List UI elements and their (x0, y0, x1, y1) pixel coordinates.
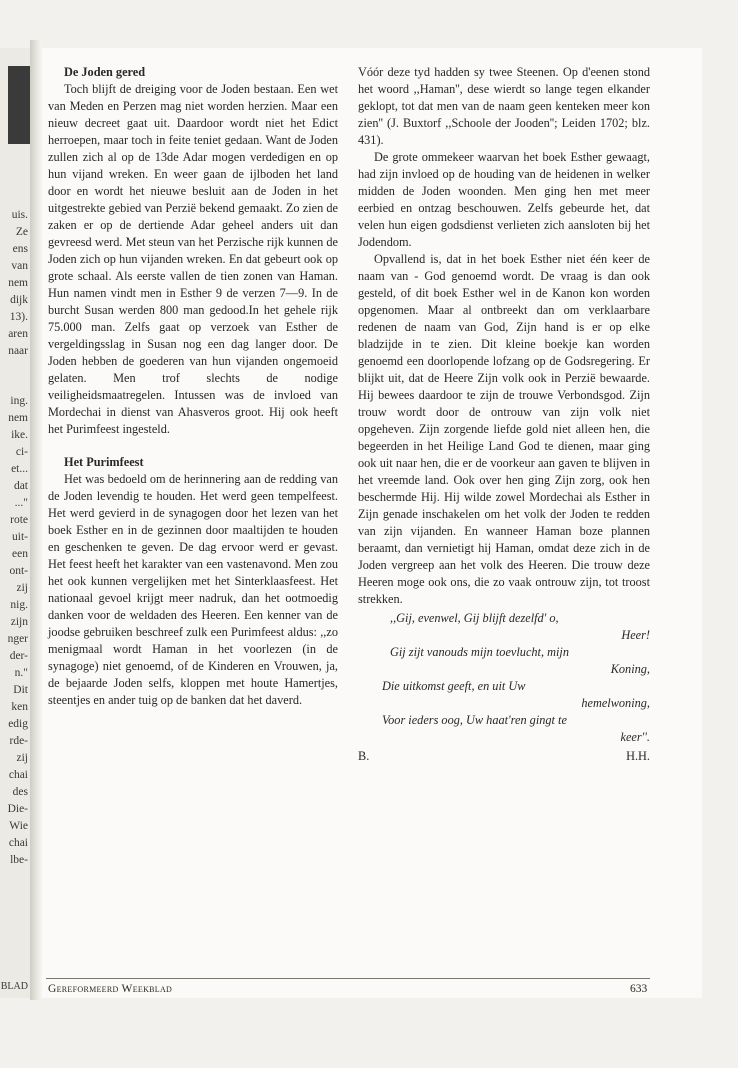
previous-page-text-fragment: zij (16, 752, 28, 764)
signature-row (358, 748, 650, 765)
paragraph: Opvallend is, dat in het boek Esther niet één keer de naam van - God genoemd wordt. De vraag is dan ook gesteld, of dit boek Esther wel in de Kanon kon worden opgenomen. Maar al ontbreekt dan om verklaarbare redenen de naam van God, Zijn hand is er op elke bladzijde in te zien. Dit kleine boekje kan worden genoemd een doorlopende lofzang op de Godsregering. Er blijkt uit, dat de Heere Zijn volk ook in Perzië bewaarde. Hij bewees daardoor te zijn de trouwe Verbondsgod. Zijn trouw wordt door de ontrouw van zijn volk niet opgeheven. Zijn zorgende liefde gold niet alleen hen, die begeerden in het Heilige Land God te dienen, maar ging ook uit naar hen, die er de voorkeur aan gaven te blijven in het vreemde land. Ook over hen ging Zijn zorg, ook hen beschermde Hij. Hij wilde zowel Mordechai als Esther in Zijn genade inschakelen om het volk der Joden te redden van zijn vijanden. En wanneer Haman boze plannen beraamt, dan vernietigt hij Haman, omdat deze zich in de Joden vergreep aan het volk des Heeren. Die trouw deze Heeren moge ook ons, die zo vaak ontrouw zijn, tot troost strekken. (358, 252, 650, 606)
previous-page-text-fragment: der- (9, 650, 28, 662)
previous-page-text-fragment: ken (11, 701, 28, 713)
previous-page-text-fragment: des (12, 786, 28, 798)
page-gutter (30, 40, 42, 1000)
previous-page-edge (0, 48, 30, 998)
left-column (48, 64, 338, 709)
previous-page-text-fragment: uit- (12, 531, 28, 543)
previous-page-text-fragment: edig (8, 718, 28, 730)
paragraph: Het was bedoeld om de herinnering aan de redding van de Joden levendig te houden. Het werd geen tempelfeest. Het werd gevierd in de synagogen door het lezen van het boek Esther en in de gezinnen door maaltijden te houden en geschenken te geven. De dag ervoor werd er gevast. Het feest heeft het karakter van een vastenavond. Men zou het ook kunnen vergelijken met het Sinterklaasfeest. Het nationaal gevoel krijgt meer nadruk, dan het ootmoedig danken voor de weldaden des Heeren. Een kenner van de joodse gebruiken beschreef zulk een Purimfeest aldus: ,,zo menigmaal wordt Haman in het voorlezen (in de synagoge) niet genoemd, of de Kinderen en Vrouwen, ja, de bejaarde Joden selfs, kloppen met houte Hamertjes, steentjes en ander tuig op de banken dat het daverd. (48, 472, 338, 707)
poem-line: Gij zijt vanouds mijn toevlucht, mijn (390, 645, 569, 659)
previous-page-text-fragment: n." (14, 667, 28, 679)
previous-page-text-fragment: rde- (9, 735, 28, 747)
previous-page-text-fragment: chai (8, 837, 28, 849)
previous-page-text-fragment: nem (8, 412, 28, 424)
previous-page-text-fragment: ing. (10, 395, 28, 407)
dark-marker-bar (8, 66, 30, 144)
poem-line: Koning, (610, 662, 650, 676)
previous-page-text-fragment: naar (8, 345, 28, 357)
previous-page-text-fragment: et... (11, 463, 28, 475)
signature-left: B. (358, 749, 370, 763)
previous-page-text-fragment: een (12, 548, 28, 560)
previous-page-text-fragment: van (11, 260, 28, 272)
signature-right: H.H. (626, 749, 650, 763)
previous-page-text-fragment: lbe- (10, 854, 28, 866)
poem-line: ,,Gij, evenwel, Gij blijft dezelfd' o, (390, 611, 559, 625)
page-number: 633 (630, 983, 648, 995)
previous-page-text-fragment: 13). (9, 311, 28, 323)
previous-page-text-fragment: ..." (14, 497, 28, 509)
paragraph: Toch blijft de dreiging voor de Joden bestaan. Een wet van Meden en Perzen mag niet worden herzien. Maar een nieuw decreet gaat uit. Daardoor wordt niet het Edict herroepen, maar toch in feite teniet gedaan. Want de Joden zullen zich al op de 13de Adar mogen verdedigen en op hun vijand wreken. En weer gaan de ijlboden het land door en wordt het nieuwe besluit aan de Joden in het uitgestrekte gebied van Perzië bekend gemaakt. Zo zien de zaken er op de dertiende Adar geheel anders uit dan gevreesd werd. Met steun van het Perzische rijk kunnen de Joden zich op hun vijanden wreken. En dat gebeurt ook op grote schaal. Als eerste vallen de tien zonen van Haman. Hun namen vindt men in Esther 9 de verzen 7—9. In de burcht Susan werden 800 man gedood.In het gehele rijk 75.000 man. Zelfs gaat op verzoek van Esther de vergeldingsslag in Susan nog een dag langer door. De Joden hebben de goederen van hun vijanden ongemoeid gelaten. Men trof slechts de nodige veiligheidsmaatregelen. Intussen was de invloed van Mordechai in dienst van Ahasveros groot. Hij ook heeft het Purimfeest ingesteld. (48, 82, 338, 436)
poem-line: Heer! (621, 628, 650, 642)
previous-page-text-fragment: Dit (13, 684, 28, 696)
previous-page-text-fragment: uis. (11, 209, 28, 221)
previous-footer-fragment: BLAD (0, 981, 28, 992)
previous-page-text-fragment: nger (7, 633, 28, 645)
previous-page-text-fragment: nem (8, 277, 28, 289)
previous-page-text-fragment: Die- (7, 803, 28, 815)
poem-line: keer''. (620, 730, 650, 744)
paragraph: Vóór deze tyd hadden sy twee Steenen. Op d'eenen stond het woord ,,Haman'', dese wierdt so lange tegen elkander geklopt, tot dat men van de naam geen kenteken meer kon zien'' (J. Buxtorf ,,Schoole der Jooden''; Leiden 1702; blz. 431). (358, 65, 650, 147)
previous-page-text-fragment: ens (12, 243, 28, 255)
previous-page-text-fragment: Wie (9, 820, 28, 832)
footer-rule (46, 978, 650, 979)
poem-line: Die uitkomst geeft, en uit Uw (382, 679, 526, 693)
previous-page-text-fragment: aren (8, 328, 28, 340)
previous-page-text-fragment: rote (10, 514, 28, 526)
previous-page-text-fragment: ont- (9, 565, 28, 577)
previous-page-text-fragment: ci- (15, 446, 28, 458)
heading-joden-gered: De Joden gered (64, 65, 146, 79)
previous-page-text-fragment: chai (8, 769, 28, 781)
poem-line: hemelwoning, (581, 696, 650, 710)
publication-name: Gereformeerd Weekblad (48, 983, 173, 995)
previous-page-text-fragment: dijk (10, 294, 28, 306)
previous-page-text-fragment: ike. (11, 429, 28, 441)
paragraph: De grote ommekeer waarvan het boek Esther gewaagt, had zijn invloed op de houding van de heidenen in welker midden de Joden woonden. Men ging hen met meer eerbied en ontzag beschouwen. Zelfs gebeurde het, dat velen hun eigen godsdienst verlieten zich aansloten bij het Jodendom. (358, 150, 650, 249)
previous-page-text-fragment: zijn (10, 616, 28, 628)
previous-page-text-fragment: zij (16, 582, 28, 594)
previous-page-text-fragment: nig. (10, 599, 28, 611)
previous-page-text-fragment: dat (13, 480, 28, 492)
poem-line: Voor ieders oog, Uw haat'ren gingt te (382, 713, 567, 727)
page (42, 48, 702, 998)
right-column (358, 64, 650, 765)
previous-page-text-fragment: Ze (15, 226, 28, 238)
heading-purimfeest: Het Purimfeest (64, 455, 144, 469)
psalm-quote (358, 610, 650, 765)
